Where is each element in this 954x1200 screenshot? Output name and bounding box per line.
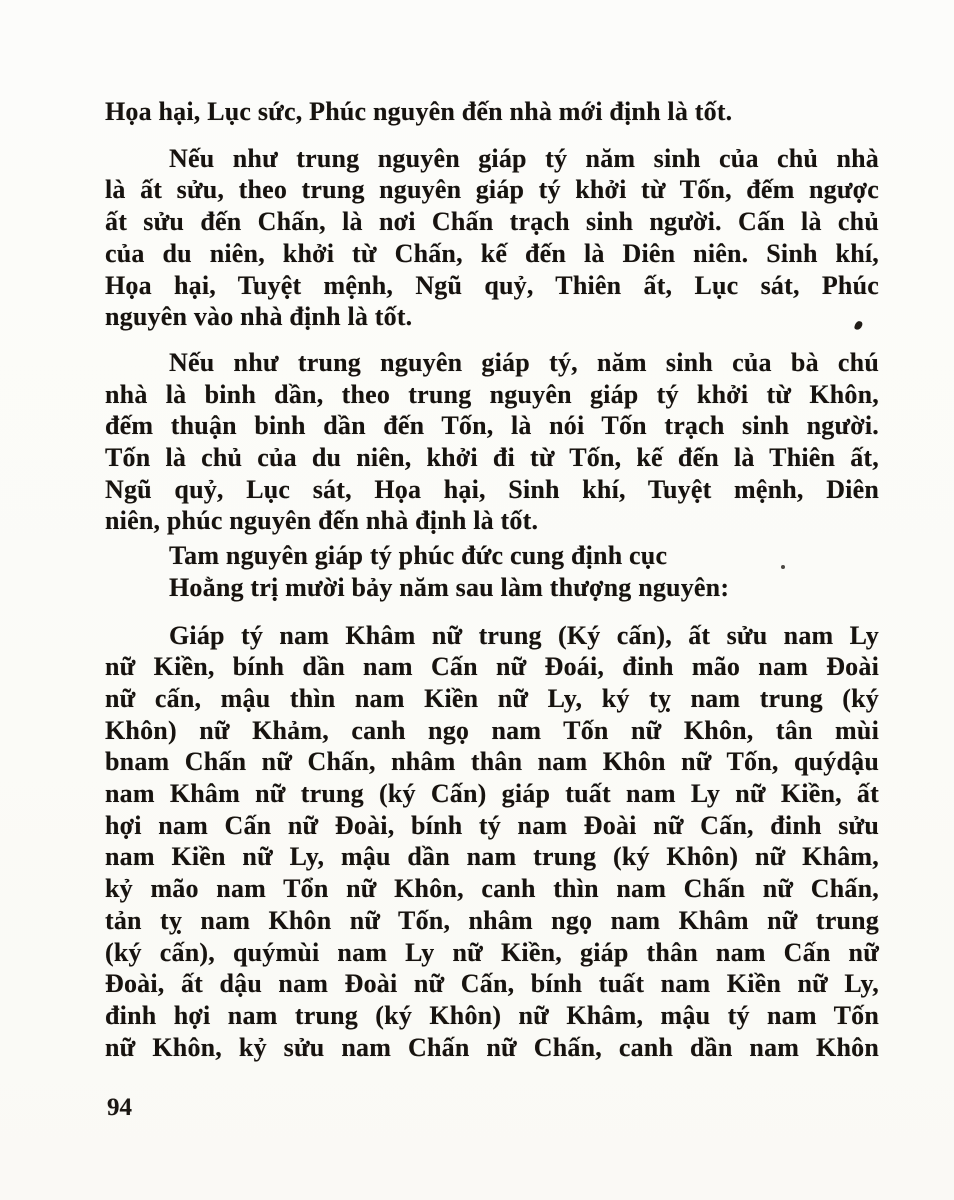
text-line: đếm thuận binh dần đến Tốn, là nói Tốn trạch sinh người. [105, 411, 879, 441]
text-line: nữ Khôn, kỷ sửu nam Chấn nữ Chấn, canh dần nam Khôn [105, 1032, 879, 1062]
text-line: Khôn) nữ Khảm, canh ngọ nam Tốn nữ Khôn, tân mùi [105, 715, 879, 745]
text-line: Tốn là chủ của du niên, khởi đi từ Tốn, kế đến là Thiên ất, [105, 443, 879, 473]
text-line: ất sửu đến Chấn, là nơi Chấn trạch sinh người. Cấn là chủ [105, 207, 879, 237]
text-line: (ký cấn), quýmùi nam Ly nữ Kiền, giáp thân nam Cấn nữ [105, 937, 879, 967]
text-line: nam Khâm nữ trung (ký Cấn) giáp tuất nam Ly nữ Kiền, ất [105, 779, 879, 809]
page-text [105, 96, 879, 1063]
text-line: là ất sửu, theo trung nguyên giáp tý khởi từ Tốn, đếm ngược [105, 175, 879, 205]
text-line: Họa hại, Lục sức, Phúc nguyên đến nhà mới định là tốt. [105, 97, 733, 126]
text-line: của du niên, khởi từ Chấn, kế đến là Diên niên. Sinh khí, [105, 238, 879, 268]
text-line: Hoằng trị mười bảy năm sau làm thượng nguyên: [169, 572, 730, 602]
text-line: nhà là binh dần, theo trung nguyên giáp tý khởi từ Khôn, [105, 379, 879, 409]
text-line: tản tỵ nam Khôn nữ Tốn, nhâm ngọ nam Khâm nữ trung [105, 905, 879, 935]
text-line: niên, phúc nguyên đến nhà định là tốt. [105, 506, 539, 536]
heading-tam-nguyen-giap-ty [105, 540, 879, 603]
text-line: nữ Kiền, bính dần nam Cấn nữ Đoái, đinh mão nam Đoài [105, 652, 879, 682]
text-line: Nếu như trung nguyên giáp tý, năm sinh của bà chú [169, 347, 879, 377]
text-line: nguyên vào nhà định là tốt. [105, 302, 413, 332]
paragraph-trung-nguyen-ba-chu-nha [105, 347, 879, 537]
text-line: hợi nam Cấn nữ Đoài, bính tý nam Đoài nữ Cấn, đinh sửu [105, 810, 879, 840]
text-line: Ngũ quỷ, Lục sát, Họa hại, Sinh khí, Tuyệt mệnh, Diên [105, 474, 879, 504]
paragraph-trung-nguyen-chu-nha [105, 143, 879, 333]
text-line: đinh hợi nam trung (ký Khôn) nữ Khâm, mậu tý nam Tốn [105, 1000, 879, 1030]
page-number: 94 [107, 1094, 132, 1121]
ink-speck [781, 565, 785, 569]
text-line: nam Kiền nữ Ly, mậu dần nam trung (ký Khôn) nữ Khâm, [105, 842, 879, 872]
text-line: kỷ mão nam Tổn nữ Khôn, canh thìn nam Chấn nữ Chấn, [105, 874, 879, 904]
paragraph-giap-ty-nam-nu-list [105, 620, 879, 1064]
continuation-paragraph [105, 96, 879, 128]
text-line: Giáp tý nam Khâm nữ trung (Ký cấn), ất sửu nam Ly [169, 620, 879, 650]
text-line: Nếu như trung nguyên giáp tý năm sinh của chủ nhà [169, 143, 879, 173]
text-line: Tam nguyên giáp tý phúc đức cung định cục [169, 541, 668, 571]
text-line: Đoài, ất dậu nam Đoài nữ Cấn, bính tuất nam Kiền nữ Ly, [105, 969, 879, 999]
text-line: Họa hại, Tuyệt mệnh, Ngũ quỷ, Thiên ất, Lục sát, Phúc [105, 270, 879, 300]
text-line: bnam Chấn nữ Chấn, nhâm thân nam Khôn nữ Tốn, quýdậu [105, 747, 879, 777]
text-line: nữ cấn, mậu thìn nam Kiền nữ Ly, ký tỵ nam trung (ký [105, 683, 879, 713]
